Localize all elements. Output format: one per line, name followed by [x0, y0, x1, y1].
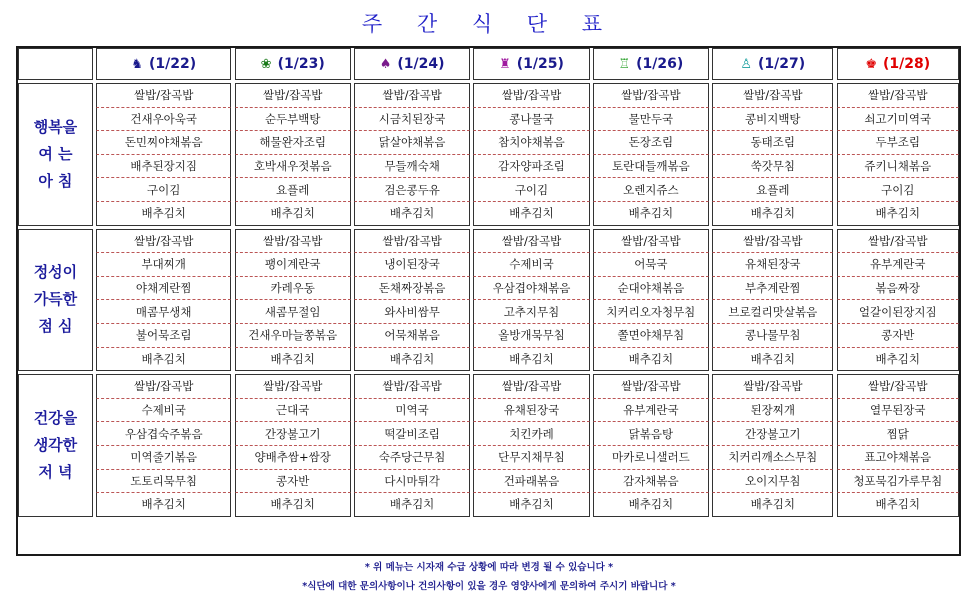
- dish-cell: 콩비지백탕: [712, 108, 833, 132]
- menu-row: [18, 202, 959, 226]
- dish-cell: 쌀밥/잡곡밥: [593, 374, 709, 399]
- dish-cell: 쌀밥/잡곡밥: [712, 374, 833, 399]
- dish-cell: 쌀밥/잡곡밥: [235, 83, 351, 108]
- dish-cell: 숙주당근무침: [354, 446, 470, 470]
- dish-cell: 브로컬리맛살볶음: [712, 300, 833, 324]
- menu-row: [18, 324, 959, 348]
- dish-cell: 치커리깨소스무침: [712, 446, 833, 470]
- menu-row: [18, 348, 959, 372]
- dish-cell: 도토리묵무침: [96, 470, 232, 494]
- dish-cell: 수제비국: [96, 399, 232, 423]
- meal-label-line: 여 는: [38, 144, 73, 163]
- dish-cell: 쫄면야채무침: [593, 324, 709, 348]
- dish-cell: 배추김치: [712, 348, 833, 372]
- meal-label-line: 행복을: [33, 117, 78, 136]
- dish-cell: 배추김치: [96, 202, 232, 226]
- dish-cell: 구이김: [473, 178, 589, 202]
- dish-cell: 배추김치: [354, 202, 470, 226]
- meal-label-line: 아 침: [38, 171, 73, 190]
- dish-cell: 건새우아욱국: [96, 108, 232, 132]
- menu-row: [18, 470, 959, 494]
- dish-cell: 쌀밥/잡곡밥: [473, 83, 589, 108]
- dish-cell: 감자양파조림: [473, 155, 589, 179]
- dish-cell: 참치야채볶음: [473, 131, 589, 155]
- dish-cell: 부추계란찜: [712, 277, 833, 301]
- day-icon: ♙: [740, 57, 753, 72]
- dish-cell: 유부계란국: [593, 399, 709, 423]
- dish-cell: 동태조림: [712, 131, 833, 155]
- meal-label-line: 저 녁: [38, 462, 73, 481]
- dish-cell: 배추김치: [235, 202, 351, 226]
- menu-row: [18, 108, 959, 132]
- dish-cell: 고추지무침: [473, 300, 589, 324]
- dish-cell: 찜닭: [837, 422, 959, 446]
- day-date: (1/23): [277, 56, 325, 72]
- day-icon: ♞: [131, 57, 143, 72]
- header-corner: [18, 48, 93, 80]
- dish-cell: 우삼겹숙주볶음: [96, 422, 232, 446]
- note-contact-dietitian: *식단에 대한 문의사항이나 건의사항이 있을 경우 영양사에게 문의하여 주시기 바랍니다 *: [302, 581, 676, 592]
- dish-cell: 치킨카레: [473, 422, 589, 446]
- dish-cell: 시금치된장국: [354, 108, 470, 132]
- day-date: (1/26): [636, 56, 684, 72]
- dish-cell: 돈민찌야채볶음: [96, 131, 232, 155]
- dish-cell: 오이지무침: [712, 470, 833, 494]
- dish-cell: 쌀밥/잡곡밥: [593, 229, 709, 254]
- dish-cell: 쌀밥/잡곡밥: [712, 229, 833, 254]
- menu-row: [18, 374, 959, 399]
- date-header-row: [18, 48, 959, 80]
- dish-cell: 다시마튀각: [354, 470, 470, 494]
- dish-cell: 쌀밥/잡곡밥: [96, 374, 232, 399]
- dish-cell: 새콤무절임: [235, 300, 351, 324]
- menu-row: [18, 178, 959, 202]
- dish-cell: 배추김치: [473, 493, 589, 517]
- page-title: 주 간 식 단 표: [361, 12, 617, 36]
- day-date: (1/24): [397, 56, 445, 72]
- dish-cell: 와사비쌈무: [354, 300, 470, 324]
- dish-cell: 쌀밥/잡곡밥: [712, 83, 833, 108]
- dish-cell: 배추김치: [837, 202, 959, 226]
- menu-row: [18, 493, 959, 517]
- dish-cell: 배추김치: [473, 202, 589, 226]
- dish-cell: 배추김치: [837, 493, 959, 517]
- dish-cell: 콩나물무침: [712, 324, 833, 348]
- dish-cell: 근대국: [235, 399, 351, 423]
- dish-cell: 마카로니샐러드: [593, 446, 709, 470]
- dish-cell: 구이김: [837, 178, 959, 202]
- meal-label-line: 건강을: [33, 408, 78, 427]
- meal-label-line: 정성이: [33, 263, 78, 282]
- dish-cell: 배추김치: [96, 493, 232, 517]
- dish-cell: 배추김치: [837, 348, 959, 372]
- dish-cell: 냉이된장국: [354, 253, 470, 277]
- meal-label: [18, 374, 93, 517]
- dish-cell: 된장찌개: [712, 399, 833, 423]
- dish-cell: 쌀밥/잡곡밥: [96, 229, 232, 254]
- menu-row: [18, 422, 959, 446]
- dish-cell: 건파래볶음: [473, 470, 589, 494]
- dish-cell: 순두부백탕: [235, 108, 351, 132]
- dish-cell: 요플레: [712, 178, 833, 202]
- dish-cell: 배추김치: [712, 202, 833, 226]
- day-icon: ♚: [865, 57, 878, 72]
- dish-cell: 떡갈비조림: [354, 422, 470, 446]
- dish-cell: 배추김치: [593, 202, 709, 226]
- dish-cell: 쌀밥/잡곡밥: [235, 374, 351, 399]
- dish-cell: 돈채짜장볶음: [354, 277, 470, 301]
- dish-cell: 치커리오자청무침: [593, 300, 709, 324]
- dish-cell: 쌀밥/잡곡밥: [235, 229, 351, 254]
- dish-cell: 쌀밥/잡곡밥: [354, 83, 470, 108]
- dish-cell: 쌀밥/잡곡밥: [96, 83, 232, 108]
- dish-cell: 양배추쌈+쌈장: [235, 446, 351, 470]
- dish-cell: 청포묵김가루무침: [837, 470, 959, 494]
- dish-cell: 쌀밥/잡곡밥: [473, 229, 589, 254]
- day-header: [712, 48, 833, 80]
- dish-cell: 배추김치: [593, 493, 709, 517]
- meal-label: [18, 83, 93, 226]
- dish-cell: 순대야채볶음: [593, 277, 709, 301]
- menu-row: [18, 277, 959, 301]
- day-header: [96, 48, 232, 80]
- dish-cell: 수제비국: [473, 253, 589, 277]
- meal-label-line: 생각한: [33, 435, 78, 454]
- dish-cell: 쑥갓무침: [712, 155, 833, 179]
- dish-cell: 매콤무생채: [96, 300, 232, 324]
- day-header: [593, 48, 709, 80]
- dish-cell: 카레우동: [235, 277, 351, 301]
- meal-label-line: 점 심: [38, 317, 73, 336]
- dish-cell: 검은콩두유: [354, 178, 470, 202]
- dish-cell: 얼갈이된장지짐: [837, 300, 959, 324]
- dish-cell: 해물완자조림: [235, 131, 351, 155]
- dish-cell: 쌀밥/잡곡밥: [354, 229, 470, 254]
- dish-cell: 부대찌개: [96, 253, 232, 277]
- dish-cell: 쌀밥/잡곡밥: [473, 374, 589, 399]
- dish-cell: 쌀밥/잡곡밥: [837, 229, 959, 254]
- dish-cell: 요플레: [235, 178, 351, 202]
- dish-cell: 무들깨숙채: [354, 155, 470, 179]
- dish-cell: 간장불고기: [712, 422, 833, 446]
- dish-cell: 열무된장국: [837, 399, 959, 423]
- dish-cell: 팽이계란국: [235, 253, 351, 277]
- dish-cell: 배추김치: [235, 493, 351, 517]
- note-menu-change: * 위 메뉴는 시자재 수급 상황에 따라 변경 될 수 있습니다 *: [364, 562, 614, 573]
- menu-row: [18, 253, 959, 277]
- dish-cell: 쌀밥/잡곡밥: [837, 374, 959, 399]
- meal-label: [18, 229, 93, 372]
- day-date: (1/28): [883, 56, 931, 72]
- dish-cell: 간장불고기: [235, 422, 351, 446]
- menu-row: [18, 83, 959, 108]
- dish-cell: 감자채볶음: [593, 470, 709, 494]
- day-header: [473, 48, 589, 80]
- dish-cell: 미역국: [354, 399, 470, 423]
- day-icon: ♠: [379, 57, 392, 72]
- menu-row: [18, 155, 959, 179]
- menu-row: [18, 131, 959, 155]
- day-icon: ♜: [499, 57, 511, 72]
- dish-cell: 배추김치: [593, 348, 709, 372]
- day-icon: ♖: [618, 57, 631, 72]
- day-header: [837, 48, 959, 80]
- dish-cell: 유채된장국: [712, 253, 833, 277]
- dish-cell: 콩자반: [837, 324, 959, 348]
- dish-cell: 유채된장국: [473, 399, 589, 423]
- dish-cell: 구이김: [96, 178, 232, 202]
- dish-cell: 배추김치: [96, 348, 232, 372]
- menu-row: [18, 399, 959, 423]
- menu-row: [18, 300, 959, 324]
- dish-cell: 건새우마늘쫑볶음: [235, 324, 351, 348]
- dish-cell: 쌀밥/잡곡밥: [837, 83, 959, 108]
- dish-cell: 닭살야채볶음: [354, 131, 470, 155]
- dish-cell: 물만두국: [593, 108, 709, 132]
- dish-cell: 토란대들깨볶음: [593, 155, 709, 179]
- dish-cell: 단무지채무침: [473, 446, 589, 470]
- dish-cell: 야채계란찜: [96, 277, 232, 301]
- dish-cell: 배추김치: [354, 493, 470, 517]
- dish-cell: 쥬키니채볶음: [837, 155, 959, 179]
- dish-cell: 불어묵조림: [96, 324, 232, 348]
- dish-cell: 우삼겹야채볶음: [473, 277, 589, 301]
- dish-cell: 호박새우젓볶음: [235, 155, 351, 179]
- dish-cell: 어묵국: [593, 253, 709, 277]
- dish-cell: 배추김치: [712, 493, 833, 517]
- menu-row: [18, 229, 959, 254]
- day-date: (1/22): [148, 56, 197, 72]
- dish-cell: 콩자반: [235, 470, 351, 494]
- day-header: [235, 48, 351, 80]
- dish-cell: 쌀밥/잡곡밥: [354, 374, 470, 399]
- dish-cell: 배추김치: [235, 348, 351, 372]
- dish-cell: 콩나물국: [473, 108, 589, 132]
- menu-row: [18, 446, 959, 470]
- day-icon: ❀: [260, 57, 272, 72]
- dish-cell: 배추된장지짐: [96, 155, 232, 179]
- day-date: (1/27): [758, 56, 806, 72]
- dish-cell: 유부계란국: [837, 253, 959, 277]
- dish-cell: 표고야채볶음: [837, 446, 959, 470]
- dish-cell: 배추김치: [354, 348, 470, 372]
- day-date: (1/25): [516, 56, 564, 72]
- dish-cell: 볶음짜장: [837, 277, 959, 301]
- weekly-menu-table: [18, 48, 959, 517]
- dish-cell: 돈장조림: [593, 131, 709, 155]
- dish-cell: 닭볶음탕: [593, 422, 709, 446]
- dish-cell: 쇠고기미역국: [837, 108, 959, 132]
- day-header: [354, 48, 470, 80]
- dish-cell: 올방개묵무침: [473, 324, 589, 348]
- dish-cell: 두부조림: [837, 131, 959, 155]
- dish-cell: 미역줄기볶음: [96, 446, 232, 470]
- dish-cell: 오렌지쥬스: [593, 178, 709, 202]
- dish-cell: 배추김치: [473, 348, 589, 372]
- dish-cell: 어묵채볶음: [354, 324, 470, 348]
- meal-label-line: 가득한: [33, 290, 78, 309]
- dish-cell: 쌀밥/잡곡밥: [593, 83, 709, 108]
